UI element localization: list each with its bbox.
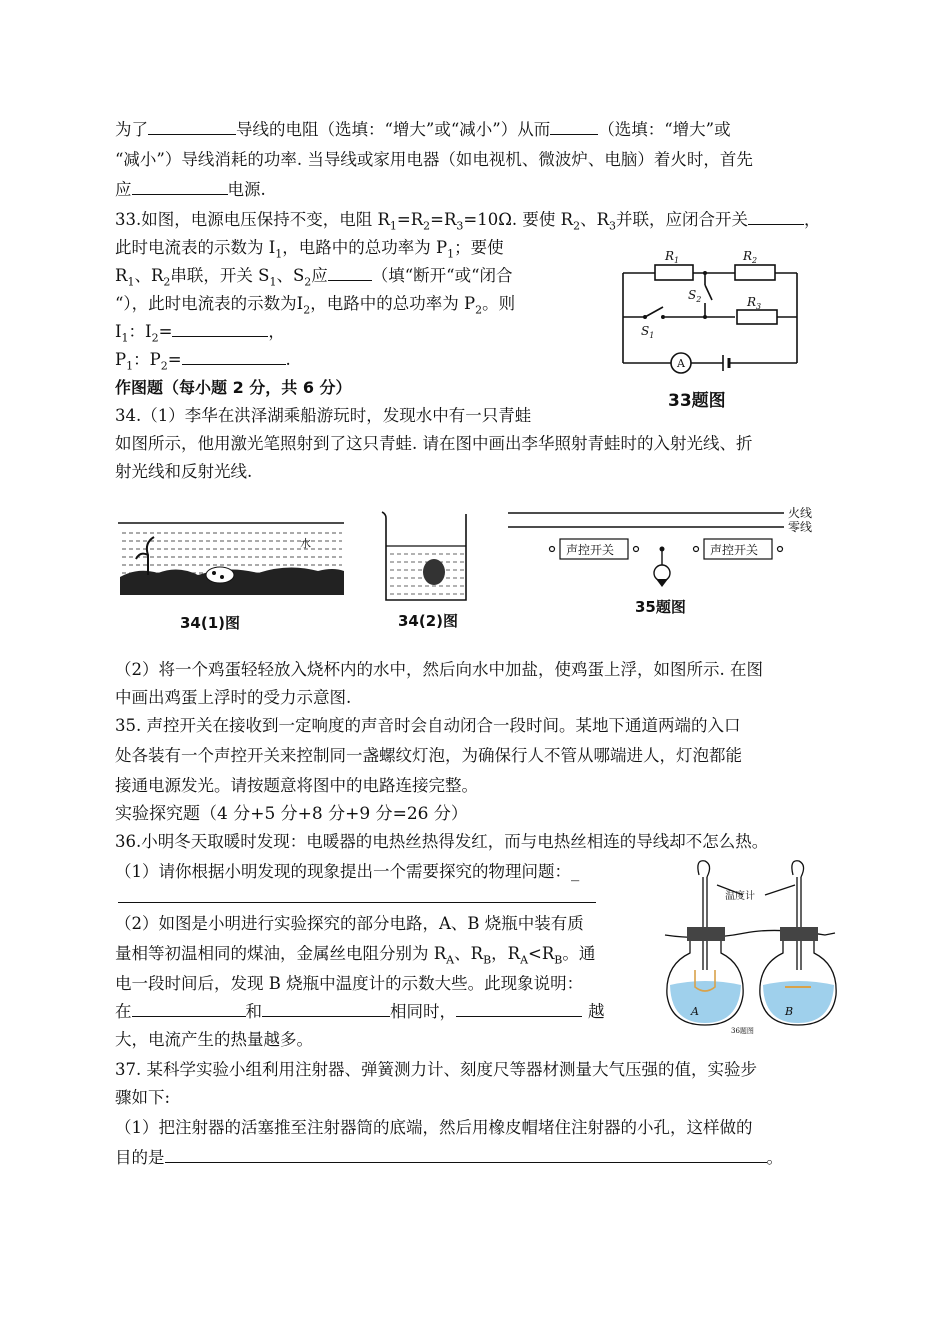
figure-36-flasks (665, 855, 845, 1035)
q37-line-1: 37. 某科学实验小组利用注射器、弹簧测力计、刻度尺等器材测量大气压强的值，实验步 (115, 1060, 757, 1079)
section-title-drawing: 作图题（每小题 2 分，共 6 分） (115, 378, 352, 397)
q33-line-1: 33.如图，电源电压保持不变，电阻 $R_1=R_2=R_3=10\Omega$. 要使 $R_2$、$R_3$并联，应闭合开关 ， (115, 210, 821, 233)
answer-blank[interactable] (328, 264, 372, 281)
svg-text:R1: $R_1$ (665, 249, 680, 265)
q37-line-3: （1）把注射器的活塞推至注射器筒的底端，然后用橡皮帽堵住注射器的小孔，这样做的 (115, 1118, 753, 1137)
answer-blank[interactable] (132, 178, 228, 195)
figure-35-circuit (508, 505, 828, 595)
q36-line-3: （2）如图是小明进行实验探究的部分电路，A、B 烧瓶中装有质 (115, 914, 584, 933)
figure-34-1-caption: 34(1)图 (180, 614, 241, 632)
q36-line-4: 量相等初温相同的煤油，金属丝电阻分别为 $R_A$、$R_B$，$R_A<R_B$。通 (115, 944, 596, 967)
q33-line-4: “），此时电流表的示数为$I_2$，电路中的总功率为 $P_2$。则 (115, 294, 516, 317)
svg-text:零线: 零线 (788, 520, 813, 534)
figure-35-caption: 35题图 (635, 598, 686, 616)
q33-line-5: $I_1$：$I_2=$ ， (115, 322, 285, 345)
section-title-experiment: 实验探究题（4 分+5 分+8 分+9 分=26 分） (115, 804, 468, 824)
svg-text:火线: 火线 (788, 506, 813, 520)
q34-line-1: 34.（1）李华在洪泽湖乘船游玩时，发现水中有一只青蛙 (115, 406, 532, 425)
q35-line-3: 接通电源发光。请按题意将图中的电路连接完整。 (115, 776, 478, 795)
switch-s1 (645, 307, 663, 317)
q35-line-1: 35. 声控开关在接收到一定响度的声音时会自动闭合一段时间。某地下通道两端的入口 (115, 716, 741, 735)
q34-2-line-1: （2）将一个鸡蛋轻轻放入烧杯内的水中，然后向水中加盐，使鸡蛋上浮，如图所示. 在图 (115, 660, 763, 679)
resistor-r3 (737, 310, 777, 324)
svg-text:水: 水 (300, 537, 311, 550)
q34-line-2: 如图所示，他用激光笔照射到了这只青蛙. 请在图中画出李华照射青蛙时的入射光线、折 (115, 434, 753, 453)
svg-text:A: A (691, 1005, 699, 1018)
answer-blank[interactable] (748, 208, 804, 225)
answer-blank[interactable] (132, 1000, 246, 1017)
svg-text:B: B (785, 1005, 794, 1018)
figure-34-2-beaker (378, 508, 473, 604)
q37-line-4: 目的是 。 (115, 1148, 783, 1167)
svg-text:36题图: 36题图 (731, 1027, 754, 1035)
svg-text:R2: $R_2$ (743, 249, 758, 265)
svg-text:S1: $S_1$ (641, 324, 655, 340)
svg-text:S2: $S_2$ (688, 288, 702, 304)
answer-blank[interactable] (550, 118, 598, 135)
q35-line-2: 处各装有一个声控开关来控制同一盏螺纹灯泡，为确保行人不管从哪端进人，灯泡都能 (115, 746, 742, 765)
svg-text:声控开关: 声控开关 (710, 543, 759, 557)
q33-line-2: 此时电流表的示数为 $I_1$，电路中的总功率为 $P_1$；要使 (115, 238, 504, 261)
resistor-r1 (655, 265, 693, 280)
q36-line-6: 在 和 相同时， 越 (115, 1002, 605, 1021)
q36-line-7: 大，电流产生的热量越多。 (115, 1030, 313, 1049)
figure-34-2-caption: 34(2)图 (398, 612, 459, 630)
q33-line-6: $P_1$：$P_2=$ . (115, 350, 291, 373)
q32-line-1: 为了 导线的电阻（选填：“增大”或“减小”）从而 （选填：“增大”或 (115, 120, 731, 139)
q36-line-2: （1）请你根据小明发现的现象提出一个需要探究的物理问题：_ (115, 862, 580, 881)
q32-line-3: 应 电源. (115, 180, 266, 199)
q34-line-3: 射光线和反射光线. (115, 462, 253, 481)
q34-2-line-2: 中画出鸡蛋上浮时的受力示意图. (115, 688, 352, 707)
q33-line-3: $R_1$、$R_2$串联，开关 $S_1$、$S_2$应 （填“断开“或“闭合 (115, 266, 513, 289)
q37-line-2: 骤如下: (115, 1088, 171, 1107)
switch-s2 (705, 285, 712, 300)
svg-text:声控开关: 声控开关 (566, 543, 615, 557)
answer-blank[interactable] (456, 1000, 582, 1017)
svg-text:A: A (677, 357, 685, 370)
answer-blank[interactable] (172, 320, 268, 337)
answer-blank[interactable] (182, 348, 286, 365)
bulb-icon (654, 565, 670, 581)
q32-line-2: “减小”）导线消耗的功率. 当导线或家用电器（如电视机、微波炉、电脑）着火时，首先 (115, 150, 753, 169)
resistor-r2 (735, 265, 775, 280)
answer-blank[interactable] (262, 1000, 390, 1017)
answer-blank[interactable] (148, 118, 236, 135)
svg-text:R3: $R_3$ (747, 295, 762, 311)
answer-blank[interactable] (118, 902, 596, 903)
egg (423, 559, 445, 585)
figure-33-caption: 33题图 (668, 391, 726, 411)
svg-text:温度计: 温度计 (725, 891, 755, 902)
q36-line-5: 电一段时间后，发现 B 烧瓶中温度计的示数大些。此现象说明： (115, 974, 584, 993)
figure-34-1-frog (118, 515, 346, 597)
q36-line-1: 36.小明冬天取暖时发现：电暖器的电热丝热得发红，而与电热丝相连的导线却不怎么热。 (115, 832, 769, 851)
answer-blank[interactable] (165, 1146, 767, 1163)
